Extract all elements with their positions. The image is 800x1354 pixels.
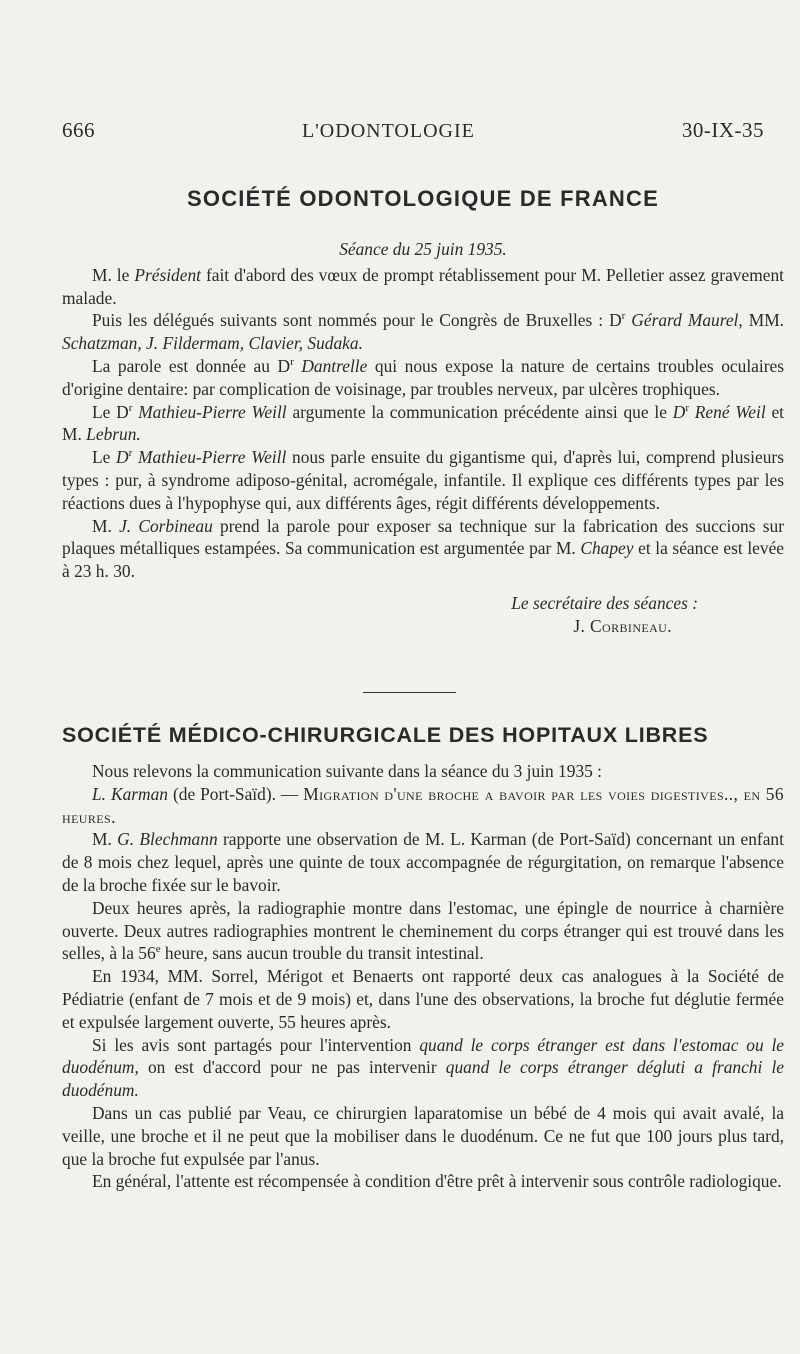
section2-paragraph-7: Dans un cas publié par Veau, ce chirurgien laparatomise un bébé de 4 mois qui avait avalé, la veille, une broche et il ne peut que la mobiliser dans le duodénum. Ce ne fut que 100 jours plus tard, que la broche fut expulsée par l'anus. [62,1102,784,1169]
section1-paragraph-1: M. le Président fait d'abord des vœux de prompt rétablissement pour M. Pelletier assez gravement malade. [62,264,784,308]
issue-date: 30-IX-35 [681,118,764,142]
section1-paragraph-2: Puis les délégués suivants sont nommés pour le Congrès de Bruxelles : $D^r$ Gérard Maurel, MM. Schatzman, J. Fildermam, Clavier, Sudaka. [62,310,785,354]
section2-paragraph-6: Si les avis sont partagés pour l'intervention quand le corps étranger est dans l'estomac ou le duodénum, on est d'accord pour ne pas intervenir quand le corps étranger dégluti a franchi le duodénum. [62,1034,785,1101]
section1-paragraph-6: M. J. Corbineau prend la parole pour exposer sa technique sur la fabrication des succions sur plaques métalliques estampées. Sa communication est argumentée par M. Chapey et la séance est levée à 23 h. 30. [62,515,785,582]
page-number: 666 [62,118,95,142]
running-title: L'ODONTOLOGIE [301,120,475,142]
section2-paragraph-3: M. G. Blechmann rapporte une observation de M. L. Karman (de Port-Saïd) concernant un enfant de 8 mois chez lequel, après une quinte de toux accompagnée de régurgitation, on remarque l'absence de la broche fixée sur le bavoir. [62,829,784,895]
section1-paragraph-5: Le $D^r$ Mathieu-Pierre Weill nous parle ensuite du gigantisme qui, d'après lui, comprend plusieurs types : pur, à syndrome adiposo-génital, acromégale, infantile. Il explique ces différents types par les réactions dues à l'hypophyse qui, aux différents âges, régit différents développements. [62,447,784,513]
section1-body [62,238,784,638]
section1-paragraph-3: La parole est donnée au $D^r$ Dantrelle qui nous expose la nature de certains troubles oculaires d'origine dentaire: par complication de voisinage, par troubles nerveux, par ulcères trophiques. [62,355,784,399]
text-column [62,0,784,1354]
section2-paragraph-8: En général, l'attente est récompensée à condition d'être prêt à intervenir sous contrôle radiologique. [92,1171,782,1192]
section2-paragraph-4: Deux heures après, la radiographie montre dans l'estomac, une épingle de nourrice à charnière ouverte. Deux autres radiographies montrent le cheminement du corps étranger qui est trouvé dans les selles, à la 56e heure, sans aucun trouble du transit intestinal. [62,897,784,964]
section-divider [363,692,456,693]
section2-title: SOCIÉTÉ MÉDICO-CHIRURGICALE DES HOPITAUX LIBRES [62,723,709,747]
section1-title: SOCIÉTÉ ODONTOLOGIQUE DE FRANCE [187,186,659,211]
section2-paragraph-2: L. Karman (de Port-Saïd). — Migration d'une broche a bavoir par les voies digestives.., en 56 heures. [62,783,784,827]
section1-paragraph-4: Le $D^r$ Mathieu-Pierre Weill argumente la communication précédente ainsi que le $D^r$ René Weil et M. Lebrun. [62,401,785,445]
section2-paragraph-5: En 1934, MM. Sorrel, Mérigot et Benaerts ont rapporté deux cas analogues à la Société de Pédiatrie (enfant de 7 mois et de 9 mois) et, dans l'une des observations, la broche fut déglutie fermée et expulsée largement ouverte, 55 heures après. [62,966,784,1032]
signature-label: Le secrétaire des séances : [511,592,698,613]
signature-name: J. Corbineau. [573,615,672,636]
section2-body [62,760,784,1193]
session-date: Séance du 25 juin 1935. [339,239,507,259]
section2-paragraph-1: Nous relevons la communication suivante dans la séance du 3 juin 1935 : [92,761,603,781]
